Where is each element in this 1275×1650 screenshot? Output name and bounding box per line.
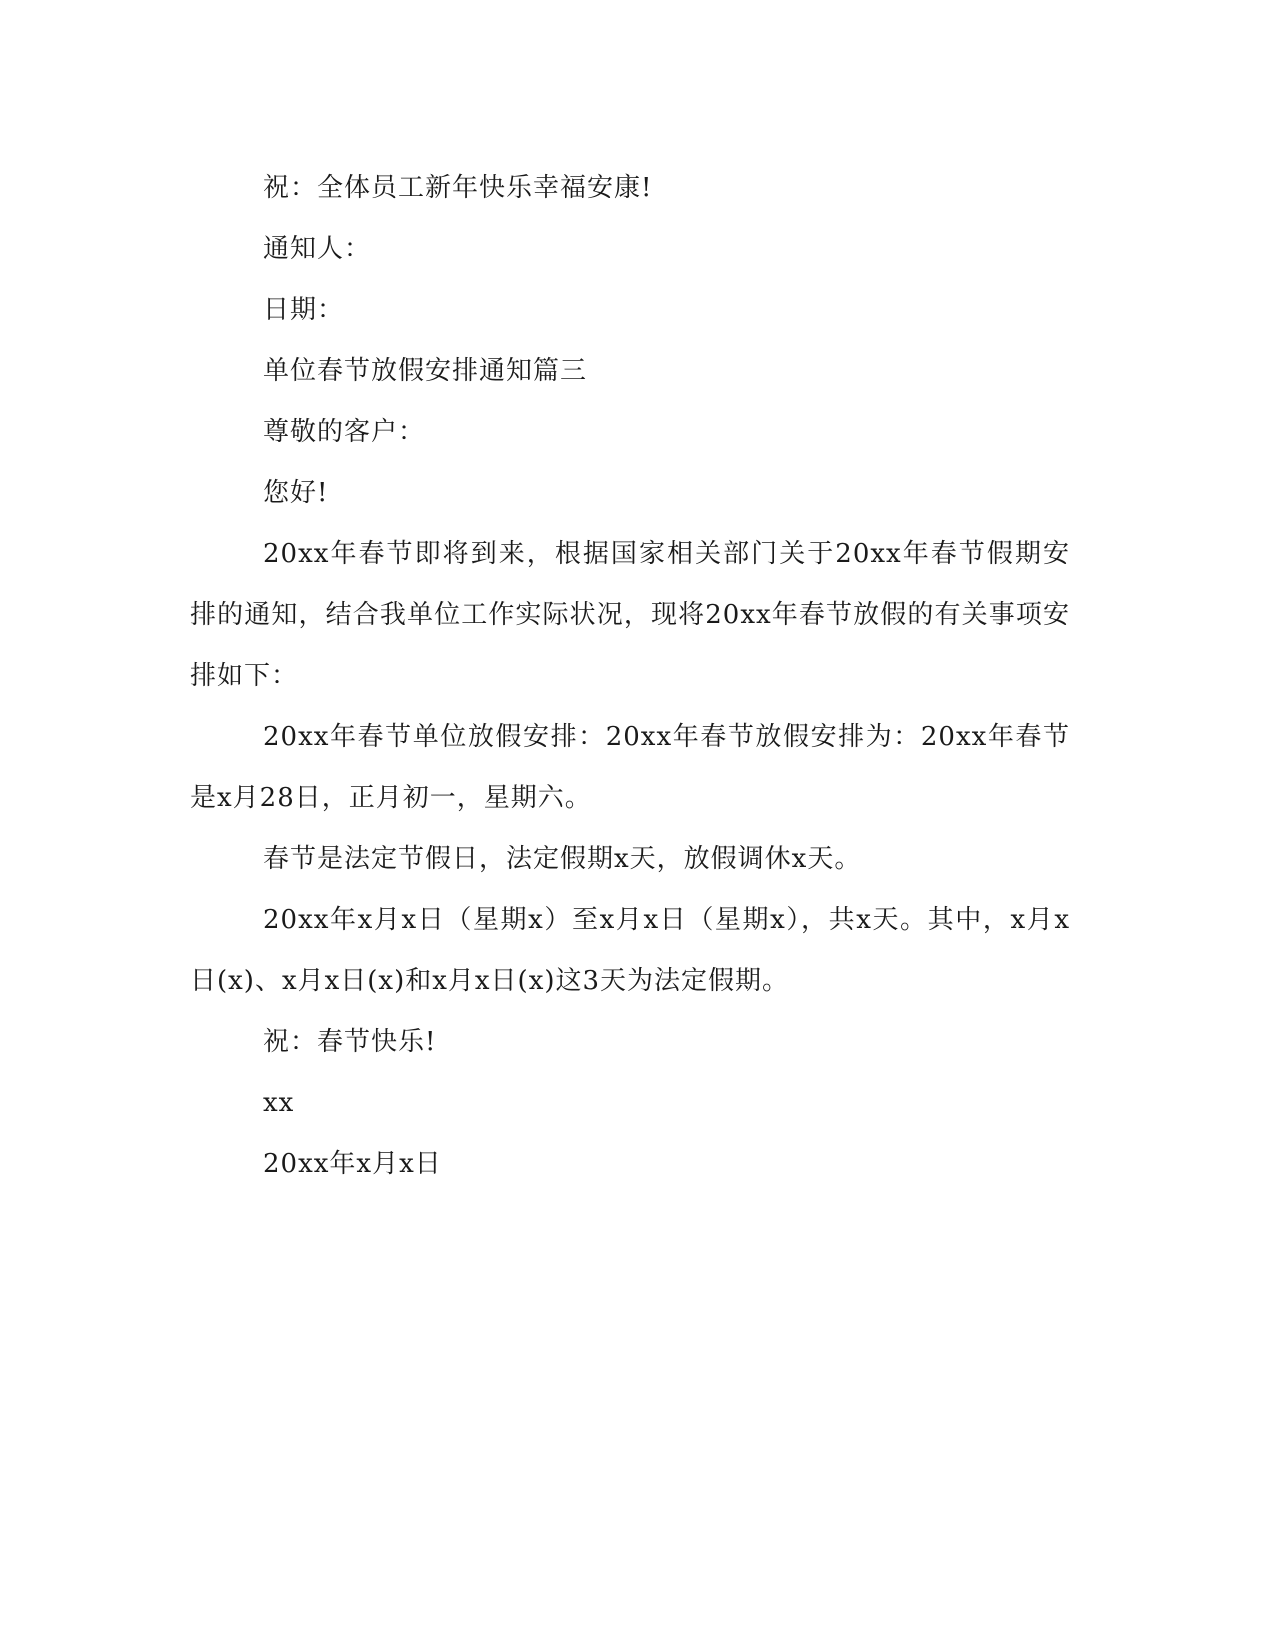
intro-paragraph: 20xx年春节即将到来，根据国家相关部门关于20xx年春节假期安排的通知，结合我单位工作实际状况，现将20xx年春节放假的有关事项安排如下： xyxy=(190,539,1070,691)
section-title: 单位春节放假安排通知篇三 xyxy=(263,356,588,386)
holiday-arrangement-paragraph: 20xx年春节单位放假安排：20xx年春节放假安排为：20xx年春节是x月28日，正月初一，星期六。 xyxy=(190,722,1070,813)
document-body xyxy=(190,158,1070,1195)
legal-holiday-paragraph: 春节是法定节假日，法定假期x天，放假调休x天。 xyxy=(263,844,862,874)
closing-wish: 祝：春节快乐! xyxy=(263,1027,437,1057)
salutation: 尊敬的客户： xyxy=(263,417,426,447)
signature: xx xyxy=(263,1088,295,1118)
date-line: 日期： xyxy=(263,295,345,325)
notifier-line: 通知人： xyxy=(263,234,372,264)
greeting-line: 祝：全体员工新年快乐幸福安康! xyxy=(263,173,653,203)
holiday-period-paragraph: 20xx年x月x日（星期x）至x月x日（星期x），共x天。其中，x月x日(x)、x月x日(x)和x月x日(x)这3天为法定假期。 xyxy=(190,905,1070,996)
hello-line: 您好! xyxy=(263,478,329,508)
signature-date: 20xx年x月x日 xyxy=(263,1149,442,1179)
